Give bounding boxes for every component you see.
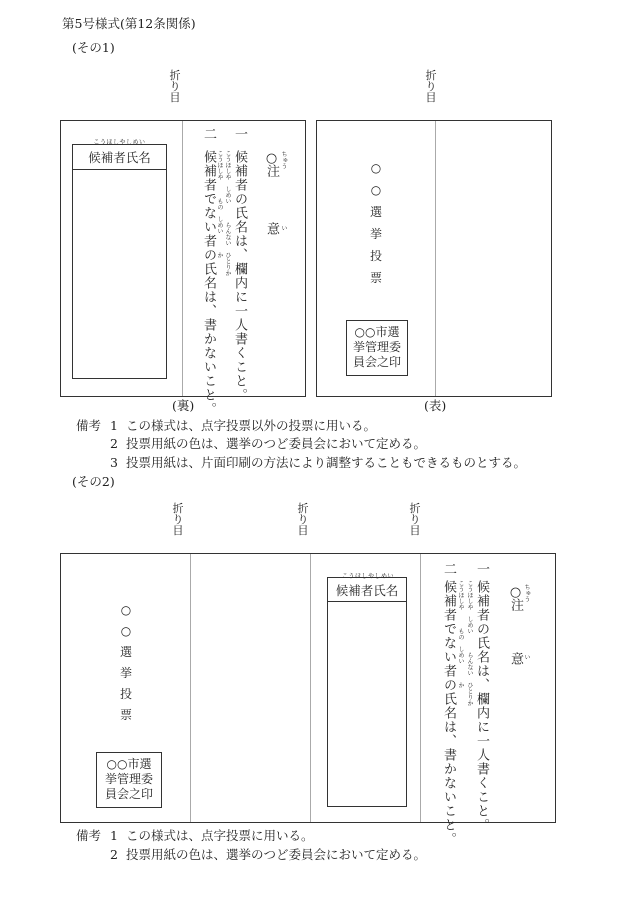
note-item-ruby: こうほしや もの しめい か [457, 580, 464, 688]
fold-label: 折 り 目 [169, 69, 181, 104]
caution-char: 意 [264, 222, 279, 236]
note-item-text: 候補者の氏名は、欄内に一人書くこと。 [474, 580, 489, 832]
fold-line [182, 121, 183, 396]
remark-number: 1 [110, 418, 118, 433]
remark-number: 2 [110, 436, 118, 451]
remark-text: この様式は、点字投票に用いる。 [126, 828, 314, 843]
fold-line [310, 554, 311, 822]
caution-ruby: い [280, 225, 287, 231]
caution-mark: ○ [264, 151, 279, 167]
candidate-name-divider [72, 169, 167, 170]
fold-label: 折 り 目 [172, 502, 184, 537]
fold-line [420, 554, 421, 822]
form-title: 第5号様式(第12条関係) [62, 16, 196, 31]
candidate-name-box[interactable] [72, 144, 167, 379]
caution-ruby: ちゅう [523, 584, 530, 602]
fold-label: 折 り 目 [297, 502, 309, 537]
remarks-prefix: 備考 [76, 828, 102, 843]
fold-line [435, 121, 436, 396]
candidate-name-label: 候補者氏名 [335, 583, 399, 598]
candidate-name-label: 候補者氏名 [88, 150, 151, 165]
election-title: ○ ○ 選 挙 投 票 [119, 603, 132, 722]
election-commission-seal: ○○市選 挙管理委 員会之印 [346, 320, 408, 376]
candidate-name-ruby: こうほしやしめい [93, 139, 146, 146]
note-item-ruby: こうほしや しめい らんない ひとりか [466, 580, 473, 706]
election-commission-seal: ○○市選 挙管理委 員会之印 [96, 752, 162, 808]
note-item-text: 候補者でない者の氏名は、書かないこと。 [441, 580, 456, 846]
part1-label: (その1) [72, 40, 115, 55]
remark-text: 投票用紙の色は、選挙のつど委員会において定める。 [126, 436, 427, 451]
remark-number: 1 [110, 828, 118, 843]
remark-text: 投票用紙の色は、選挙のつど委員会において定める。 [126, 847, 427, 862]
note-item-text: 候補者でない者の氏名は、書かないこと。 [201, 150, 216, 416]
front-side-label: (表) [424, 398, 447, 413]
fold-label: 折 り 目 [409, 502, 421, 537]
caution-ruby: い [523, 654, 530, 660]
back-side-label: (裏) [172, 398, 195, 413]
note-item-ruby: こうほしや しめい らんない ひとりか [224, 150, 231, 276]
note-item-number: 二 [201, 127, 216, 141]
fold-label: 折 り 目 [425, 69, 437, 104]
remark-number: 2 [110, 847, 118, 862]
part2-label: (その2) [72, 474, 115, 489]
fold-line [190, 554, 191, 822]
candidate-name-divider [327, 601, 407, 602]
candidate-name-box[interactable] [327, 577, 407, 807]
caution-mark: ○ [508, 585, 523, 601]
election-title: ○ ○ 選 挙 投 票 [369, 161, 382, 285]
remark-text: 投票用紙は、片面印刷の方法により調整することもできるものとする。 [126, 455, 527, 470]
caution-ruby: ちゅう [280, 151, 287, 169]
remarks-prefix: 備考 [76, 418, 102, 433]
note-item-number: 一 [474, 562, 489, 576]
note-item-text: 候補者の氏名は、欄内に一人書くこと。 [232, 150, 247, 402]
note-item-number: 一 [232, 127, 247, 141]
caution-char: 注 [508, 598, 523, 612]
note-item-ruby: こうほしや もの しめい か [216, 150, 223, 258]
remark-text: この様式は、点字投票以外の投票に用いる。 [126, 418, 377, 433]
caution-char: 注 [264, 164, 279, 178]
candidate-name-ruby: こうほしやしめい [341, 573, 394, 580]
note-item-number: 二 [441, 562, 456, 576]
remark-number: 3 [110, 455, 118, 470]
caution-char: 意 [508, 652, 523, 666]
